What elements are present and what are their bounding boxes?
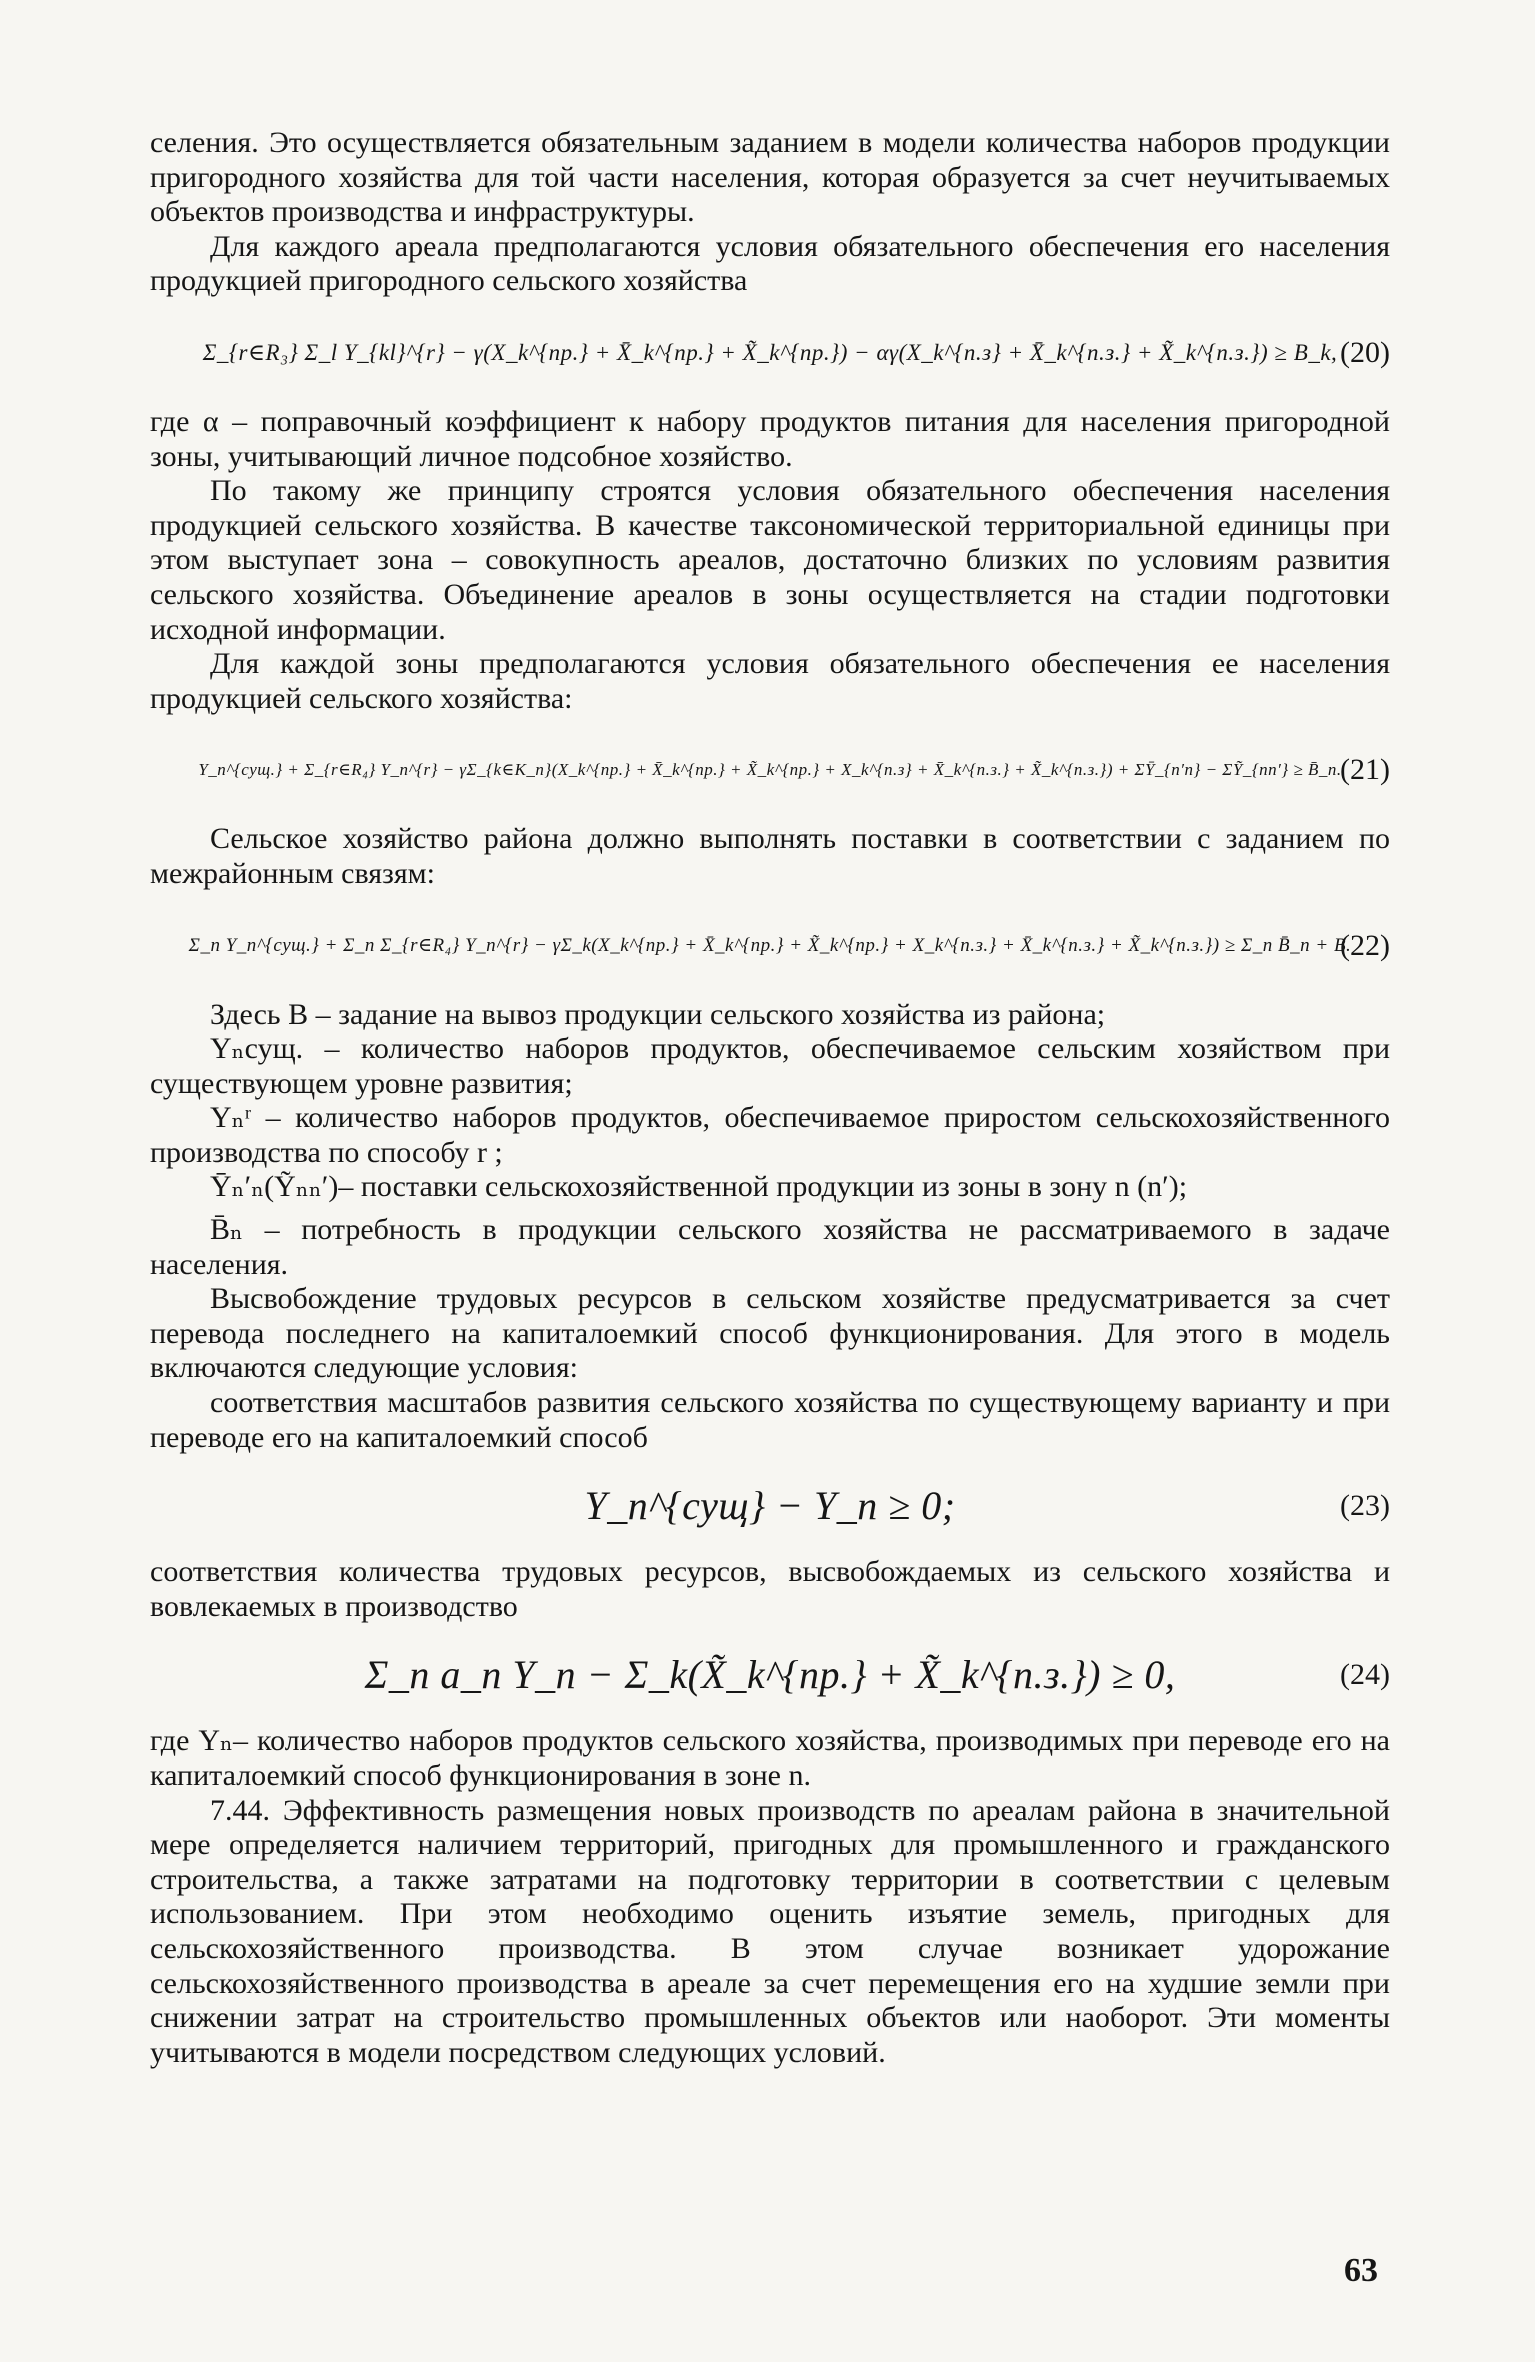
equation-23-number: (23) xyxy=(1340,1489,1390,1523)
equation-23 xyxy=(150,1463,1390,1549)
equation-24 xyxy=(150,1632,1390,1718)
paragraph-14: соответствия количества трудовых ресурсов, высвобождаемых из сельского хозяйства и вовлекаемых в производство xyxy=(150,1555,1390,1623)
paragraph-10: Ȳₙ′ₙ(Ỹₙₙ′)– поставки сельскохозяйственной продукции из зоны в зону n (n′); xyxy=(210,1170,1188,1204)
equation-24-number: (24) xyxy=(1340,1658,1390,1692)
paragraph-2: Для каждого ареала предполагаются условия обязательного обеспечения его населения продукцией пригородного сельского хозяйства xyxy=(150,229,1390,298)
paragraph-15: где Yₙ– количество наборов продуктов сельского хозяйства, производимых при переводе его на капиталоемкий способ функционирования в зоне n. xyxy=(150,1724,1390,1792)
equation-20 xyxy=(150,307,1390,399)
equation-22 xyxy=(150,900,1390,992)
page-number: 63 xyxy=(1344,2252,1378,2289)
paragraph-1: селения. Это осуществляется обязательным заданием в модели количества наборов продукции пригородного хозяйства для той части населения, которая образуется за счет неучитываемых объектов производства и инфраструктуры. xyxy=(150,126,1390,229)
paragraph-6: Сельское хозяйство района должно выполнять поставки в соответствии с заданием по межрайонным связям: xyxy=(150,822,1390,890)
paragraph-8: Yₙсущ. – количество наборов продуктов, обеспечиваемое сельским хозяйством при существующем уровне развития; xyxy=(150,1032,1390,1100)
page-body xyxy=(150,126,1390,2070)
equation-21-number: (21) xyxy=(1340,753,1390,787)
equation-22-number: (22) xyxy=(1340,928,1390,962)
equation-23-expression: Y_n^{сущ} − Y_n ≥ 0; xyxy=(584,1483,956,1529)
equation-20-expression: Σ_{r∈R₃} Σ_l Y_{kl}^{r} − γ(X_k^{пр.} + X̄_k^{пр.} + X̃_k^{пр.}) − αγ(X_k^{п.з} + X̄_k^{п.з.} + X̃_k^{п.з.}) ≥ B_k, xyxy=(202,339,1338,365)
paragraph-7: Здесь B – задание на вывоз продукции сельского хозяйства из района; xyxy=(210,997,1106,1031)
paragraph-4: По такому же принципу строятся условия обязательного обеспечения населения продукцией сельского хозяйства. В качестве таксономической территориальной единицы при этом выступает зона – совокупность ареалов, достаточно близких по условиям развития сельского хозяйства. Объединение ареалов в зоны осуществляется на стадии подготовки исходной информации. xyxy=(150,474,1390,646)
equation-21-expression: Y_n^{сущ.} + Σ_{r∈R₄} Y_n^{r} − γΣ_{k∈K_n}(X_k^{пр.} + X̄_k^{пр.} + X̃_k^{пр.} + X_k^{п.з} + X̄_k^{п.з.} + X̃_k^{п.з.}) + ΣȲ_{n′n} − ΣỸ_{nn′} ≥ B̄_n. xyxy=(198,760,1342,780)
paragraph-5: Для каждой зоны предполагаются условия обязательного обеспечения ее населения продукцией сельского хозяйства: xyxy=(150,647,1390,715)
equation-24-expression: Σ_n a_n Y_n − Σ_k(X̃_k^{пр.} + X̃_k^{п.з.}) ≥ 0, xyxy=(364,1652,1176,1698)
paragraph-11: B̄ₙ – потребность в продукции сельского хозяйства не рассматриваемого в задаче населения. xyxy=(150,1213,1390,1281)
equation-21 xyxy=(150,724,1390,816)
paragraph-3: где α – поправочный коэффициент к набору продуктов питания для населения пригородной зоны, учитывающий личное подсобное хозяйство. xyxy=(150,404,1390,473)
paragraph-9: Yₙʳ – количество наборов продуктов, обеспечиваемое приростом сельскохозяйственного производства по способу r ; xyxy=(150,1101,1390,1169)
paragraph-16: 7.44. Эффективность размещения новых производств по ареалам района в значительной мере определяется наличием территорий, пригодных для промышленного и гражданского строительства, а также затратами на подготовку территории в соответствии с целевым использованием. При этом необходимо оценить изъятие земель, пригодных для сельскохозяйственного производства. В этом случае возникает удорожание сельскохозяйственного производства в ареале за счет перемещения его на худшие земли при снижении затрат на строительство промышленных объектов или наоборот. Эти моменты учитываются в модели посредством следующих условий. xyxy=(150,1793,1390,2069)
equation-20-number: (20) xyxy=(1340,335,1390,369)
paragraph-13: соответствия масштабов развития сельского хозяйства по существующему варианту и при переводе его на капиталоемкий способ xyxy=(150,1386,1390,1454)
equation-22-expression: Σ_n Y_n^{сущ.} + Σ_n Σ_{r∈R₄} Y_n^{r} − γΣ_k(X_k^{пр.} + X̄_k^{пр.} + X̃_k^{пр.} + X_k^{п.з.} + X̄_k^{п.з.} + X̃_k^{п.з.}) ≥ Σ_n B̄_n + B. xyxy=(188,934,1352,956)
paragraph-12: Высвобождение трудовых ресурсов в сельском хозяйстве предусматривается за счет перевода последнего на капиталоемкий способ функционирования. Для этого в модель включаются следующие условия: xyxy=(150,1282,1390,1385)
